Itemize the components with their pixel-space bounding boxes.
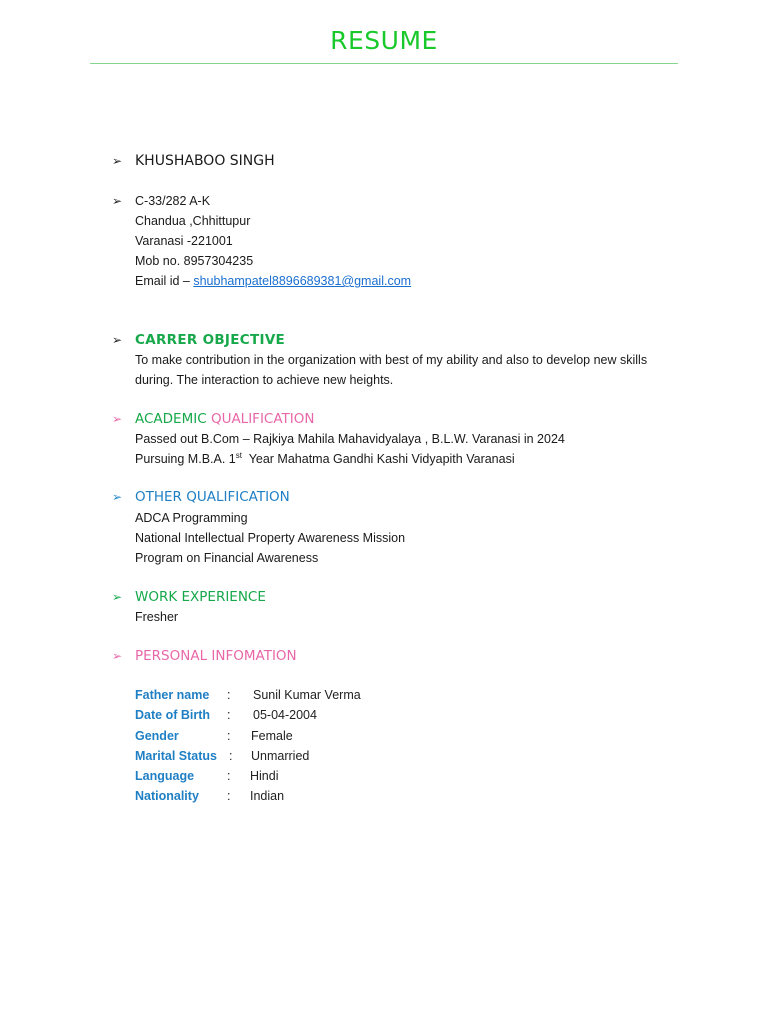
other-item: Program on Financial Awareness (135, 551, 319, 565)
personal-separator: : (227, 708, 231, 722)
personal-value: Hindi (250, 769, 279, 783)
academic-heading (135, 409, 315, 429)
academic-line-1: Passed out B.Com – Rajkiya Mahila Mahavidyalaya , B.L.W. Varanasi in 2024 (135, 432, 565, 446)
academic-line-2-prefix: Pursuing M.B.A. 1 (135, 452, 236, 466)
address-line-2: Chandua ,Chhittupur (135, 214, 251, 228)
arrow-bullet-icon: ➢ (112, 490, 123, 504)
arrow-bullet-icon: ➢ (112, 590, 123, 604)
work-heading: WORK EXPERIENCE (135, 589, 266, 605)
objective-heading: CARRER OBJECTIVE (135, 332, 286, 348)
other-item: ADCA Programming (135, 511, 248, 525)
personal-label: Nationality (135, 789, 199, 803)
academic-heading-part2: QUALIFICATION (210, 411, 315, 427)
academic-line-2 (135, 449, 515, 469)
personal-label: Language (135, 769, 195, 783)
personal-separator: : (229, 749, 233, 763)
academic-heading-part1: ACADEMIC (135, 411, 211, 427)
arrow-bullet-icon: ➢ (112, 333, 123, 347)
personal-label: Marital Status (135, 749, 217, 763)
address-line-3: Varanasi -221001 (135, 234, 233, 248)
mobile-number: Mob no. 8957304235 (135, 254, 254, 268)
personal-heading: PERSONAL INFOMATION (135, 648, 297, 664)
personal-separator: : (227, 688, 231, 702)
email-row (135, 271, 411, 291)
personal-label: Date of Birth (135, 708, 210, 722)
candidate-name: KHUSHABOO SINGH (135, 153, 275, 169)
academic-line-2-sup: st (235, 450, 242, 460)
academic-line-2-suffix: Year Mahatma Gandhi Kashi Vidyapith Varanasi (241, 452, 515, 466)
page-title: RESUME (330, 26, 438, 55)
personal-value: Female (251, 729, 293, 743)
objective-line-1: To make contribution in the organization with best of my ability and also to develop new skills (135, 353, 648, 367)
personal-separator: : (227, 769, 231, 783)
address-line-1: C-33/282 A-K (135, 194, 211, 208)
email-link[interactable]: shubhampatel8896689381@gmail.com (193, 274, 412, 288)
other-heading: OTHER QUALIFICATION (135, 489, 290, 505)
personal-value: Sunil Kumar Verma (253, 688, 361, 702)
arrow-bullet-icon: ➢ (112, 154, 123, 168)
arrow-bullet-icon: ➢ (112, 649, 123, 663)
other-item: National Intellectual Property Awareness Mission (135, 531, 406, 545)
personal-value: Indian (250, 789, 285, 803)
personal-value: 05-04-2004 (253, 708, 317, 722)
personal-separator: : (227, 789, 231, 803)
title-divider (90, 63, 678, 64)
objective-line-2: during. The interaction to achieve new heights. (135, 373, 394, 387)
personal-value: Unmarried (251, 749, 310, 763)
personal-separator: : (227, 729, 231, 743)
personal-label: Father name (135, 688, 210, 702)
personal-label: Gender (135, 729, 179, 743)
arrow-bullet-icon: ➢ (112, 194, 123, 208)
arrow-bullet-icon: ➢ (112, 412, 123, 426)
email-label: Email id – (135, 274, 194, 288)
work-value: Fresher (135, 610, 179, 624)
